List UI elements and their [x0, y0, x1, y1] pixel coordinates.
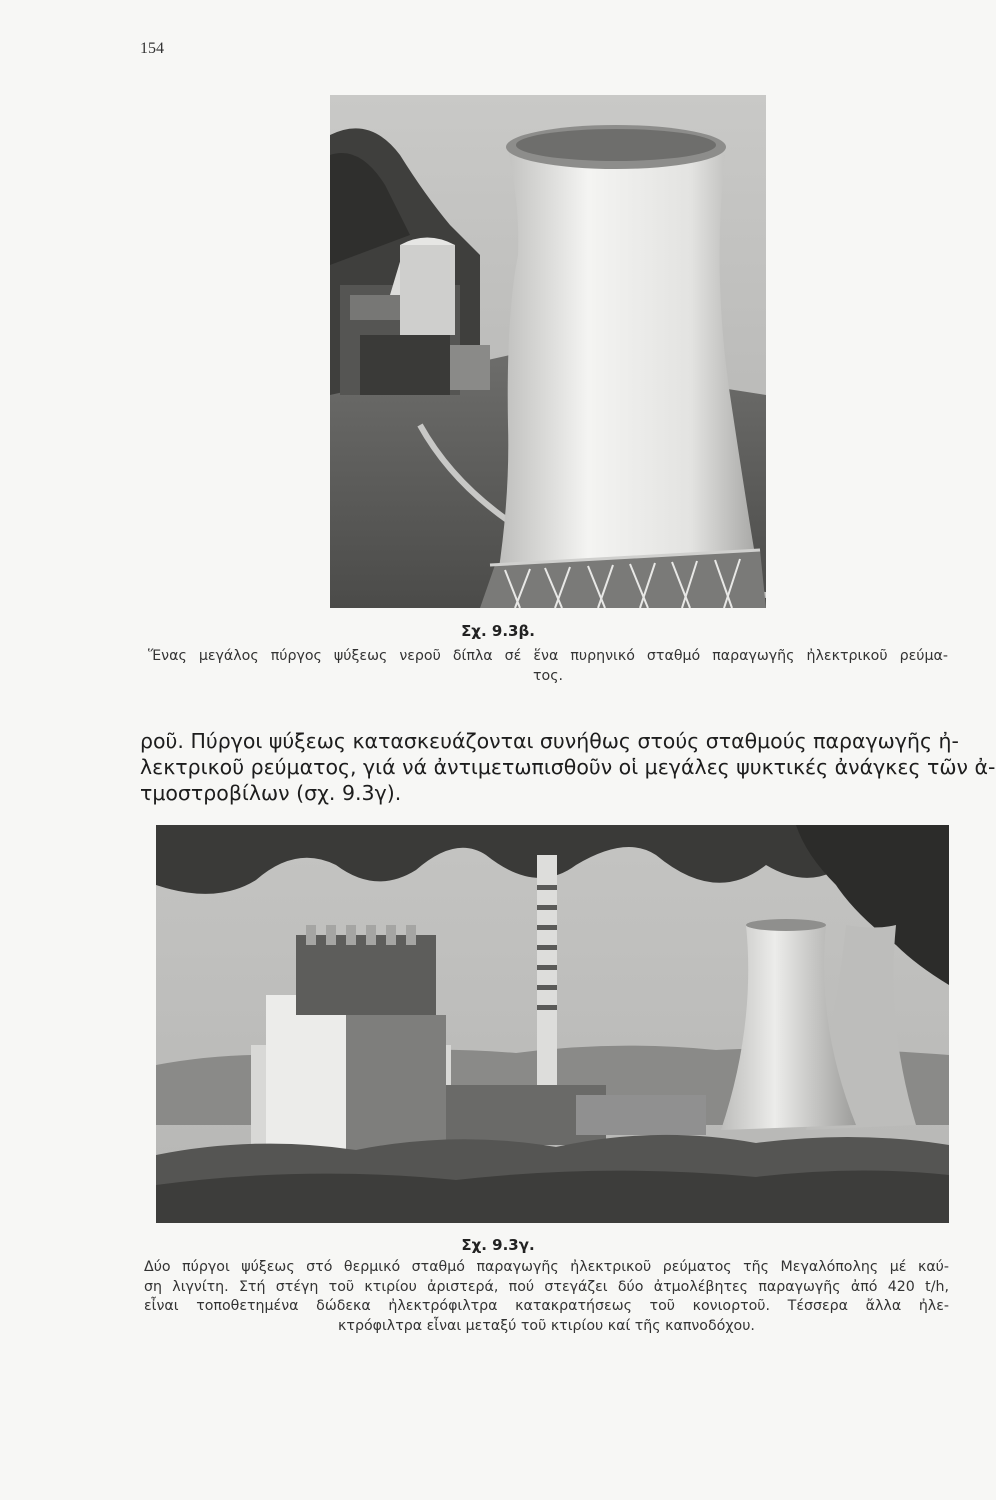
- page-number: 154: [140, 40, 164, 57]
- figure-b-label: Σχ. 9.3β.: [461, 622, 535, 640]
- body-line: τμοστροβίλων (σχ. 9.3γ).: [140, 781, 402, 805]
- figure-c-label: Σχ. 9.3γ.: [461, 1236, 535, 1254]
- figure-cooling-tower-photo: [330, 95, 766, 608]
- caption-line: τος.: [532, 667, 564, 684]
- body-line: λεκτρικοῦ ρεύματος, γιά νά ἀντιμετωπισθοῦν οἱ μεγάλες ψυκτικές ἀνάγκες τῶν ἀ-: [140, 755, 996, 779]
- body-paragraph: [140, 728, 996, 806]
- body-line: ροῦ. Πύργοι ψύξεως κατασκευάζονται συνήθως στούς σταθμούς παραγωγῆς ἠ-: [140, 729, 959, 753]
- caption-line: ση λιγνίτη. Στή στέγη τοῦ κτιρίου ἀριστερά, πού στεγάζει δύο ἀτμολέβητες παραγωγῆς ἀπό 420 t/h,: [144, 1278, 949, 1295]
- caption-line: εἶναι τοποθετημένα δώδεκα ἠλεκτρόφιλτρα κατακρατήσεως τοῦ κονιορτοῦ. Τέσσερα ἄλλα ἠλε-: [144, 1298, 949, 1314]
- caption-line: κτρόφιλτρα εἶναι μεταξύ τοῦ κτιρίου καί τῆς καπνοδόχου.: [338, 1317, 755, 1334]
- caption-line: Δύο πύργοι ψύξεως στό θερμικό σταθμό παραγωγῆς ἠλεκτρικοῦ ρεύματος τῆς Μεγαλόπολης μέ καύ-: [144, 1259, 949, 1275]
- caption-line: Ἕνας μεγάλος πύργος ψύξεως νεροῦ δίπλα σέ ἕνα πυρηνικό σταθμό παραγωγῆς ἠλεκτρικοῦ ρεύμα-: [148, 648, 948, 664]
- figure-power-station-photo: [156, 825, 949, 1223]
- figure-b-caption: [148, 647, 948, 686]
- figure-c-caption: [144, 1258, 949, 1336]
